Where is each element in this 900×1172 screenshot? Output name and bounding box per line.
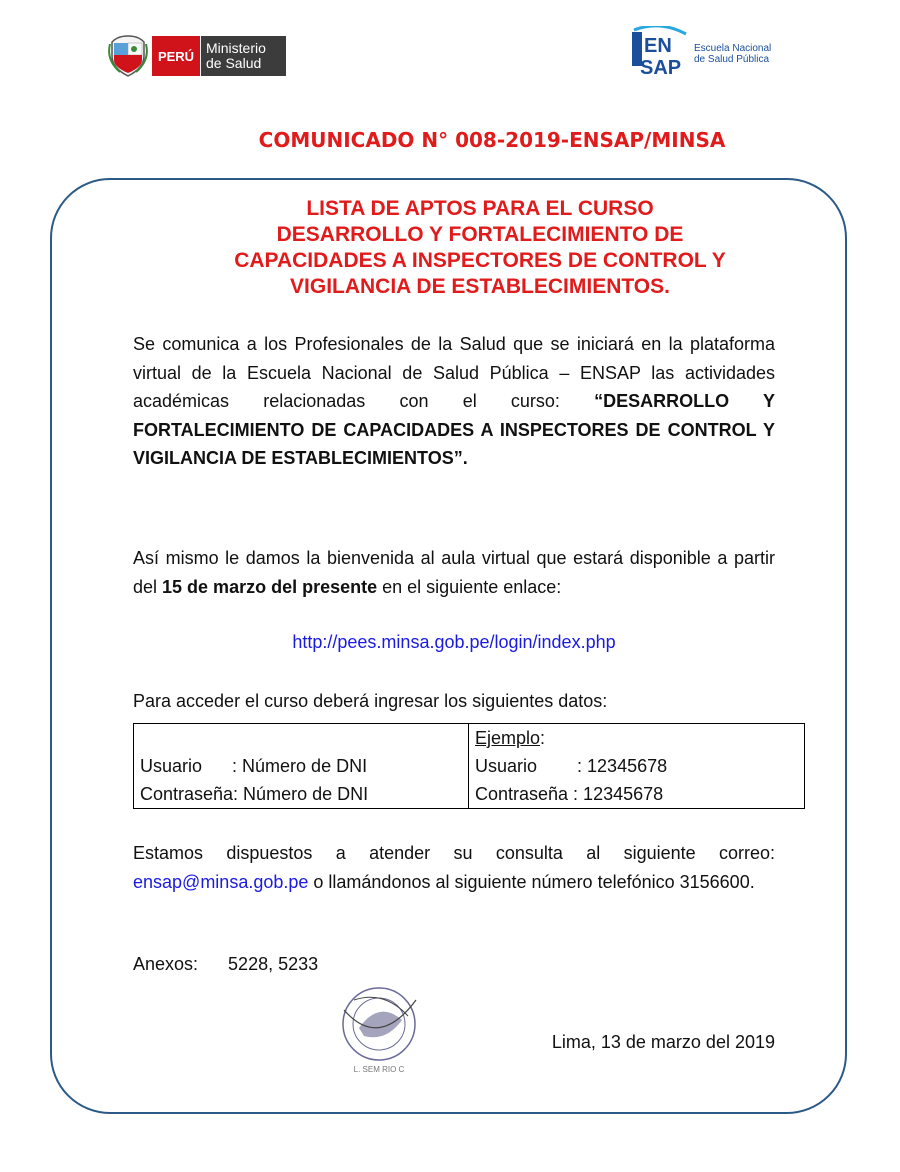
course-url-row [0,632,900,653]
contact-email-link[interactable]: ensap@minsa.gob.pe [133,871,309,892]
example-colon: : [540,728,546,748]
ensap-mark-icon [630,26,690,78]
svg-text:SAP: SAP [640,57,682,78]
ensap-line1: Escuela Nacional [694,43,772,54]
welcome-date: 15 de marzo del presente [162,576,378,597]
welcome-paragraph [133,544,775,601]
date-line: Lima, 13 de marzo del 2019 [551,1032,775,1052]
welcome-text-before: Así mismo le damos la bienvenida al aula virtual que estará disponible a partir del [133,548,775,597]
ensap-text [694,43,771,65]
ministerio-line2: de Salud [206,55,262,71]
heading-line2: DESARROLLO Y FORTALECIMIENTO DE [276,223,684,246]
ministerio-label [200,36,286,76]
minsa-logo [108,34,286,78]
intro-text: Se comunica a los Profesionales de la Salud que se iniciará en la plataforma virtual de la Escuela Nacional de Salud Pública – ENSAP las actividades académicas relacionadas con el curso: [133,334,775,411]
contact-text-after: o llamándonos al siguiente número telefónico 3156600. [308,871,755,892]
peru-coat-of-arms-icon [108,34,148,78]
credentials-format-cell [134,724,469,809]
intro-paragraph [133,330,775,473]
credentials-row [134,724,805,809]
password-format: Contraseña: Número de DNI [140,784,369,804]
seal-name: L. SEM RIO C [353,1065,405,1074]
course-name-a: “DESARROLLO Y FORTALECIMIENTO DE CAPACIDADES A INSPECTORES DE CONTROL Y VIGILANCIA DE [133,391,775,468]
welcome-text-after: en el siguiente enlace: [377,576,562,597]
comunicado-title: COMUNICADO N° 008-2019-ENSAP/MINSA [258,128,726,152]
anexos-value: 5228, 5233 [228,954,319,974]
ensap-line2: de Salud Pública [694,54,770,65]
example-header [475,724,798,752]
credentials-example-cell [469,724,805,809]
example-password: Contraseña : 12345678 [475,784,664,804]
heading-line1: LISTA DE APTOS PARA EL CURSO [306,197,654,220]
official-seal-icon [334,980,424,1076]
ensap-logo [630,26,771,78]
course-name-b: ESTABLECIMIENTOS”. [271,448,468,468]
heading-line4: VIGILANCIA DE ESTABLECIMIENTOS. [290,275,670,298]
contact-text-before: Estamos dispuestos a atender su consulta al siguiente correo: [133,843,775,863]
ministerio-line1: Ministerio [206,40,266,56]
example-label: Ejemplo [475,728,541,748]
credentials-table [133,723,805,809]
peru-label: PERÚ [152,36,200,76]
access-intro: Para acceder el curso deberá ingresar los siguientes datos: [133,691,608,711]
heading-line3: CAPACIDADES A INSPECTORES DE CONTROL Y [234,249,726,272]
user-format: Usuario : Número de DNI [140,756,368,776]
main-heading [130,196,830,300]
course-url-link[interactable]: http://pees.minsa.gob.pe/login/index.php [292,632,616,652]
contact-paragraph [133,839,775,896]
anexos-row [133,954,318,975]
example-user: Usuario : 12345678 [475,756,668,776]
anexos-label: Anexos: [133,954,199,974]
svg-text:EN: EN [644,35,672,57]
